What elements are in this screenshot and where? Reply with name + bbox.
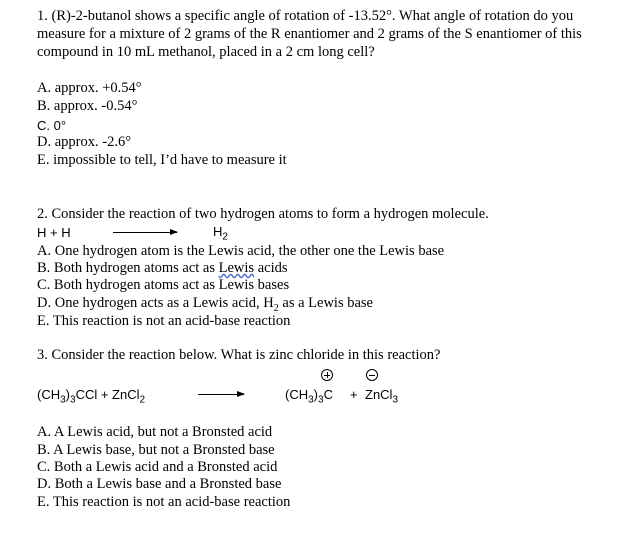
q3-option-e: E. This reaction is not an acid-base reaction [37,494,291,510]
q2-reactants: H + H [37,225,71,240]
q1-option-c: C. 0° [37,118,67,133]
q1-stem-line2: measure for a mixture of 2 grams of the R enantiomer and 2 grams of the S enantiomer of this [37,26,582,42]
q3-reaction-arrow [198,394,244,395]
q3-option-a: A. A Lewis acid, but not a Bronsted acid [37,424,273,440]
q2-reaction-arrow [113,232,177,233]
q3-option-b: B. A Lewis base, but not a Bronsted base [37,442,275,458]
q3-product-anion: ZnCl$_3$ [365,387,399,406]
q2-stem: 2. Consider the reaction of two hydrogen atoms to form a hydrogen molecule. [37,206,489,222]
plus-charge-icon [321,369,333,381]
q1-stem-line1: 1. (R)-2-butanol shows a specific angle of rotation of -13.52°. What angle of rotation do you [37,8,574,24]
q3-plus-sign: + [350,387,358,402]
q3-stem: 3. Consider the reaction below. What is zinc chloride in this reaction? [37,347,441,363]
minus-charge-icon [366,369,378,381]
q2-option-a: A. One hydrogen atom is the Lewis acid, the other one the Lewis base [37,243,445,259]
q3-option-d: D. Both a Lewis base and a Bronsted base [37,476,282,492]
q2-option-d: D. One hydrogen acts as a Lewis acid, $H_2$ as a Lewis base [37,295,373,314]
q3-option-c: C. Both a Lewis acid and a Bronsted acid [37,459,278,475]
q1-stem-line3: compound in 10 mL methanol, placed in a 2 cm long cell? [37,44,375,60]
q3-product-cation: $(CH_3)_3C$ [285,387,333,406]
q1-option-e: E. impossible to tell, I’d have to measure it [37,152,287,168]
q3-reactants: $(CH_3)_3CCl$ + ZnCl$_2$ [37,387,146,406]
q1-option-b: B. approx. -0.54° [37,98,138,114]
q2-product: $H_2$ [213,224,228,243]
q2-option-e: E. This reaction is not an acid-base reaction [37,313,291,329]
q2-option-b: B. Both hydrogen atoms act as Lewis acids [37,260,288,276]
q1-option-d: D. approx. -2.6° [37,134,131,150]
q2-option-c: C. Both hydrogen atoms act as Lewis bases [37,277,290,293]
q1-option-a: A. approx. +0.54° [37,80,142,96]
